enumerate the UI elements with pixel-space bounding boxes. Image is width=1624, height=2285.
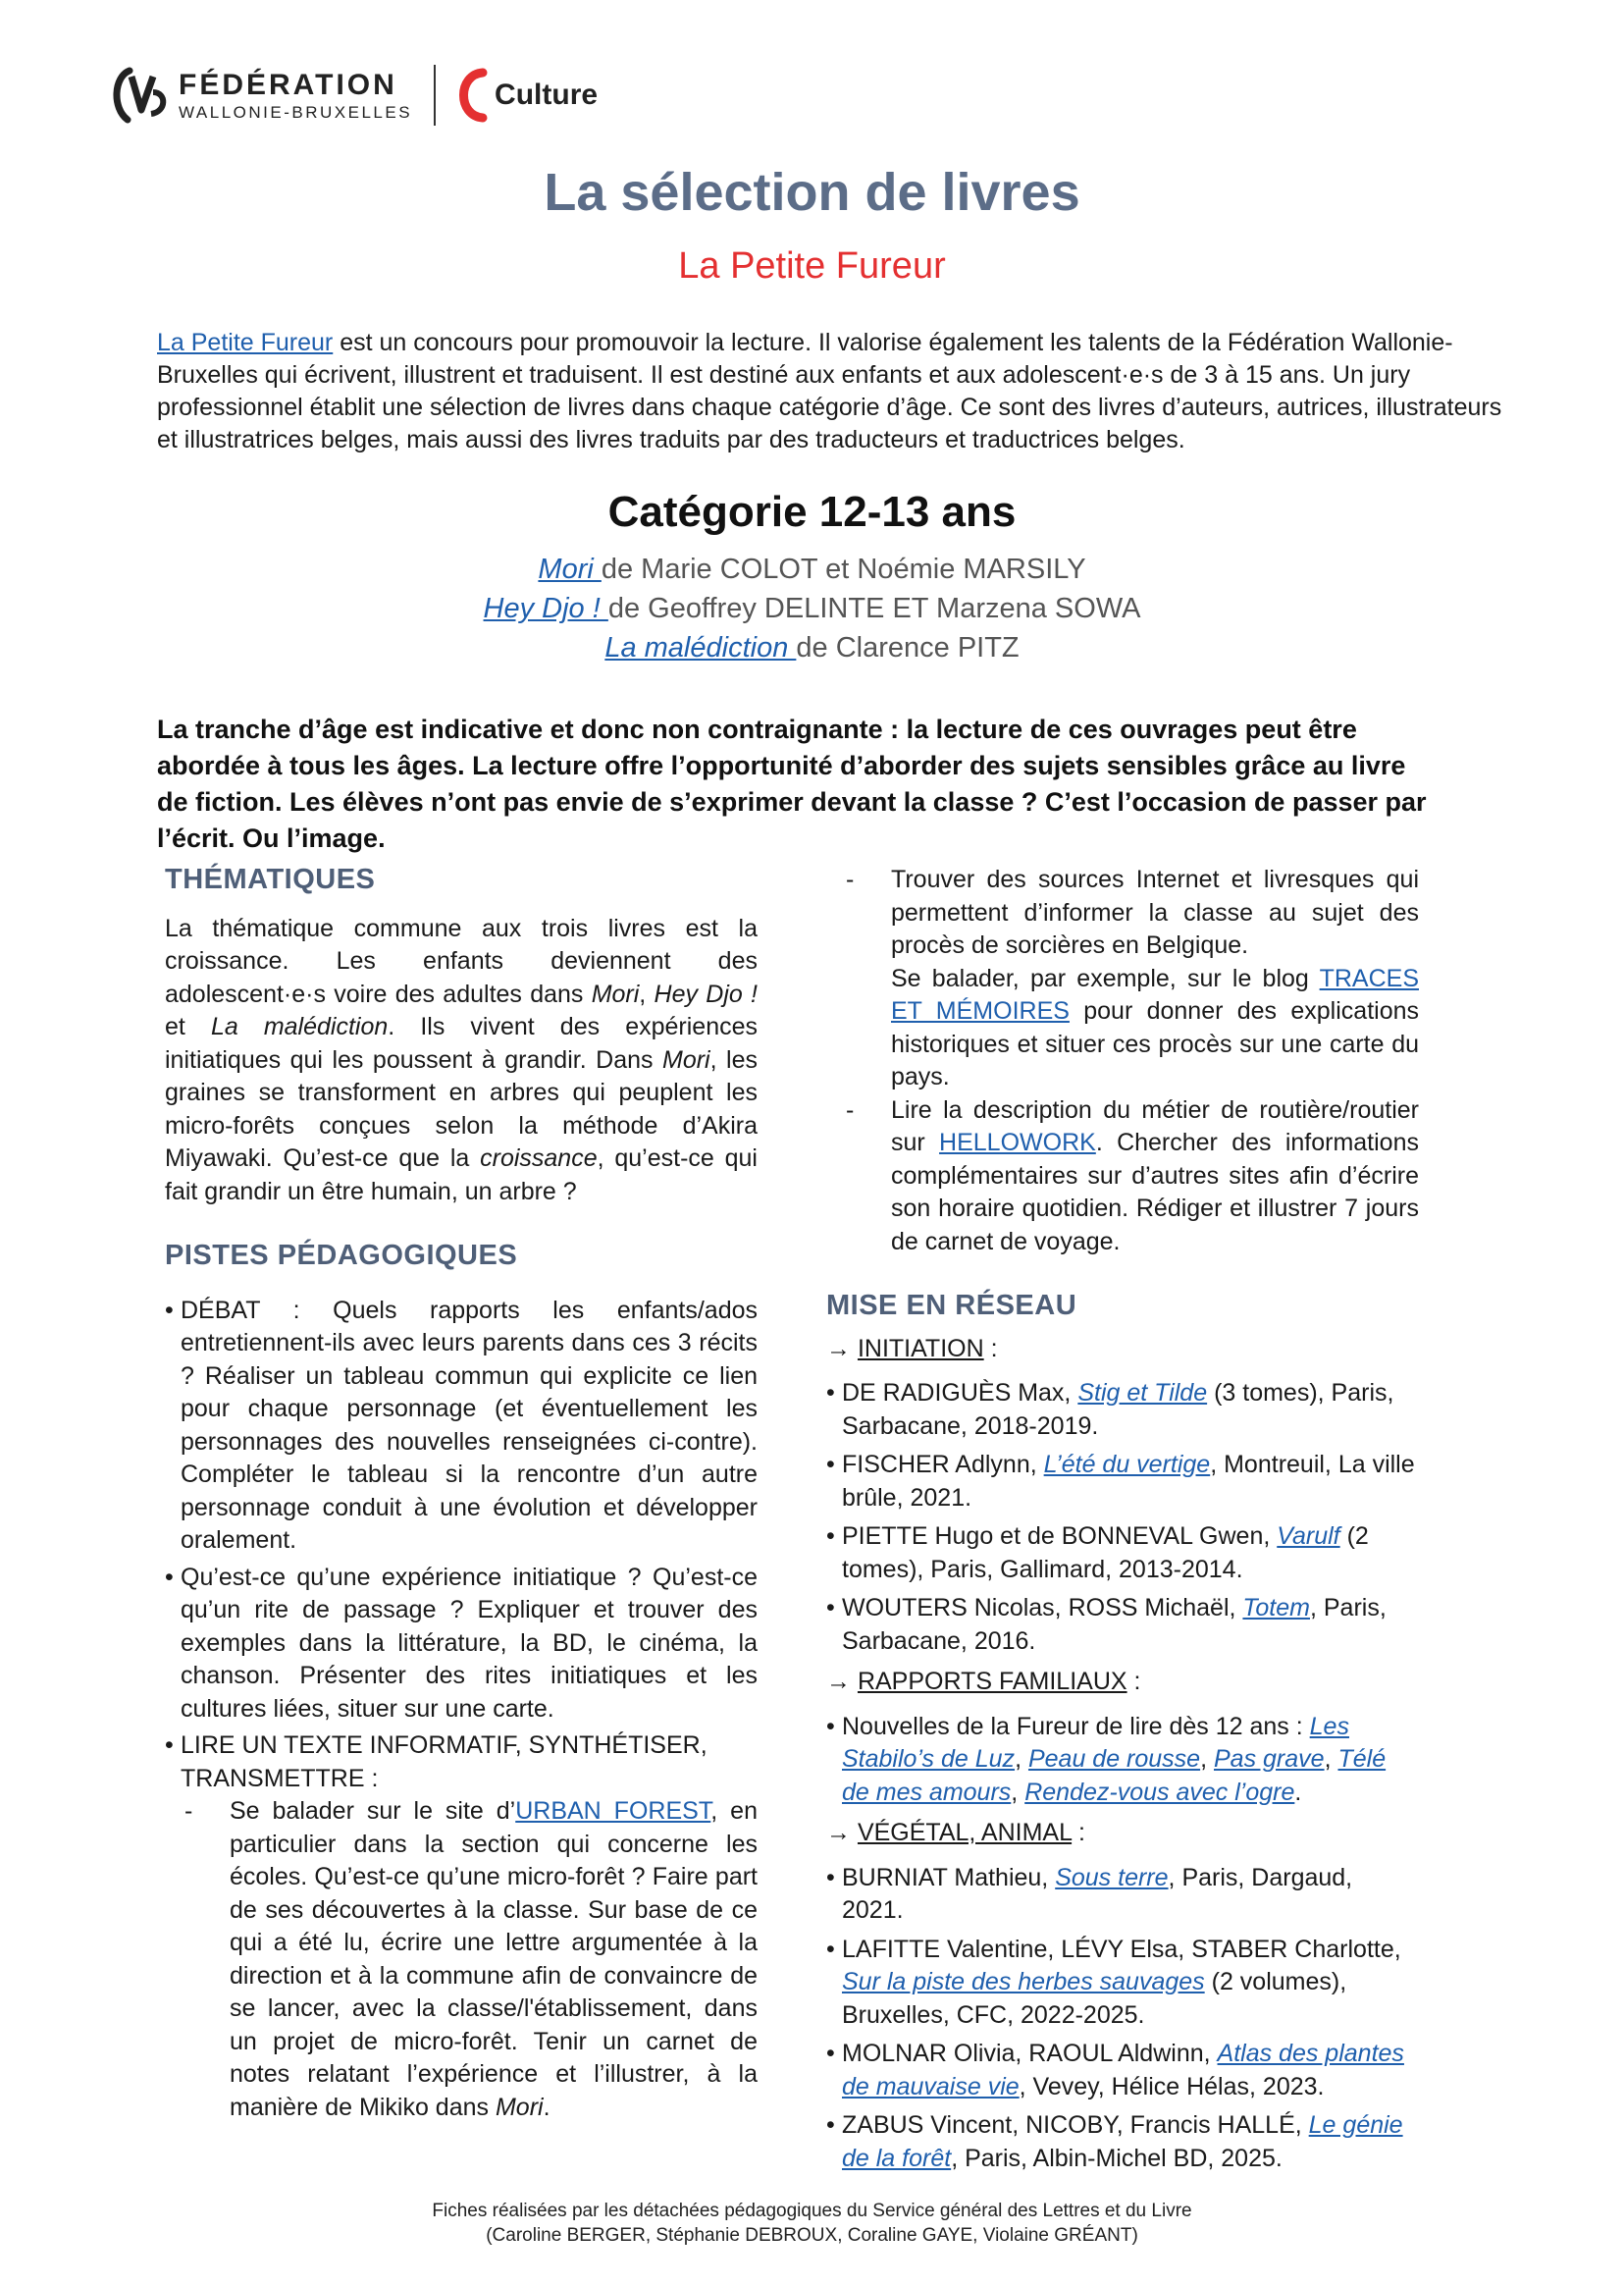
- bullet-icon: •: [826, 1935, 835, 1963]
- text-span: pour donner des explications historiques et situer ces procès sur une carte du pays.: [891, 997, 1419, 1090]
- reference-link[interactable]: Varulf: [1277, 1522, 1340, 1550]
- text-span: ZABUS Vincent, NICOBY, Francis HALLÉ,: [842, 2111, 1309, 2139]
- bullet-text: LIRE UN TEXTE INFORMATIF, SYNTHÉTISER, TRANSMETTRE :: [181, 1731, 707, 1792]
- reference-link[interactable]: Totem: [1242, 1594, 1310, 1621]
- pistes-bullet: [165, 1729, 758, 1795]
- text-span: DE RADIGUÈS Max,: [842, 1379, 1078, 1407]
- header-logo: [108, 61, 598, 130]
- page-title: La sélection de livres: [544, 163, 1080, 222]
- logo-divider: [434, 65, 436, 126]
- hellowork-link[interactable]: HELLOWORK: [939, 1129, 1096, 1156]
- reference-link[interactable]: Télé de mes amours: [842, 1745, 1387, 1806]
- book-title: Mori: [495, 2093, 544, 2121]
- text-span: FISCHER Adlynn,: [842, 1451, 1044, 1478]
- reference-item: [826, 1862, 1419, 1928]
- subheading-rapports: [826, 1666, 1419, 1699]
- bullet-icon: •: [826, 2111, 835, 2139]
- text-span: . Chercher des informations complémentaires sur d’autres sites afin d’écrire son horaire quotidien. Rédiger et illustrer 7 jours de carnet de voyage.: [891, 1129, 1419, 1255]
- age-notice: La tranche d’âge est indicative et donc non contraignante : la lecture de ces ouvrages peut être abordée à tous les âges. La lecture offre l’opportunité d’aborder des sujets sensibles grâce au livre de fiction. Les élèves n’ont pas envie de s’exprimer devant la classe ? C’est l’occasion de passer par l’écrit. Ou l’image.: [157, 715, 1427, 853]
- bullet-icon: •: [826, 1594, 835, 1621]
- reference-item: [826, 1377, 1419, 1443]
- book-authors: de Geoffrey DELINTE ET Marzena SOWA: [607, 593, 1141, 624]
- text-span: La thématique commune aux trois livres est la croissance. Les enfants deviennent des adolescent·e·s voire des adultes dans: [165, 914, 758, 1008]
- pistes-heading: PISTES PÉDAGOGIQUES: [165, 1240, 518, 1271]
- reference-link[interactable]: Stig et Tilde: [1077, 1379, 1208, 1407]
- text-span: WOUTERS Nicolas, ROSS Michaël,: [842, 1594, 1243, 1621]
- arrow-icon: →: [826, 1668, 851, 1695]
- reference-link[interactable]: L’été du vertige: [1043, 1451, 1211, 1478]
- reference-link[interactable]: Rendez-vous avec l’ogre: [1024, 1778, 1295, 1806]
- culture-logo-icon: [453, 65, 489, 126]
- bullet-text: Qu’est-ce qu’une expérience initiatique ? Qu’est-ce qu’un rite de passage ? Expliquer et trouver des exemples dans la littérature, la BD, le cinéma, la chanson. Présenter des rites initiatiques et les cultures liées, situer sur une carte.: [181, 1563, 758, 1723]
- text-span: BURNIAT Mathieu,: [842, 1863, 1056, 1891]
- text-span: et: [165, 1013, 211, 1040]
- footer: [0, 2199, 1624, 2248]
- bullet-icon: •: [826, 1712, 835, 1740]
- book-item: [0, 589, 1624, 628]
- text-span: Se balader sur le site d’: [230, 1797, 516, 1825]
- intro-text: est un concours pour promouvoir la lecture. Il valorise également les talents de la Fédération Wallonie-Bruxelles qui écrivent, illustrent et traduisent. Il est destiné aux enfants et aux adolescent·e·s de 3 à 15 ans. Un jury professionnel établit une sélection de livres dans chaque catégorie d’âge. Ce sont des livres d’auteurs, autrices, illustrateurs et illustratrices belges, mais aussi des livres traduits par des traducteurs et traductrices belges.: [157, 329, 1502, 453]
- reference-item: [826, 1520, 1419, 1586]
- book-link[interactable]: Mori: [538, 554, 602, 585]
- book-title: Hey Djo !: [654, 980, 758, 1008]
- book-title: La malédiction: [210, 1013, 389, 1040]
- thematiques-text: [165, 913, 758, 1209]
- text-span: ,: [1324, 1745, 1338, 1773]
- text-span: Se balader, par exemple, sur le blog: [891, 964, 1320, 992]
- reference-link[interactable]: Peau de rousse: [1027, 1745, 1201, 1773]
- left-column: [165, 864, 758, 2124]
- book-authors: de Marie COLOT et Noémie MARSILY: [601, 554, 1086, 585]
- org-name-line1: FÉDÉRATION: [179, 68, 397, 101]
- reference-link[interactable]: Pas grave: [1214, 1745, 1325, 1773]
- dash-icon: -: [846, 866, 855, 893]
- bullet-icon: •: [165, 1296, 174, 1324]
- arrow-icon: →: [826, 1819, 851, 1846]
- reference-item: [826, 2038, 1419, 2103]
- pistes-subitem: [826, 1094, 1419, 1259]
- fwb-wordmark: [179, 68, 413, 122]
- subheading-vegetal: [826, 1817, 1419, 1850]
- book-title: Mori: [662, 1045, 710, 1074]
- bullet-icon: •: [826, 1522, 835, 1550]
- reference-link[interactable]: Sous terre: [1055, 1863, 1169, 1891]
- fwb-logo-icon: [108, 65, 169, 126]
- book-authors: de Clarence PITZ: [796, 632, 1020, 664]
- traces-memoires-link[interactable]: TRACES ET MÉMOIRES: [891, 964, 1419, 1025]
- dash-icon: -: [846, 1095, 855, 1124]
- text-span: ,: [1200, 1745, 1214, 1773]
- bullet-icon: •: [165, 1563, 174, 1591]
- culture-label: Culture: [495, 79, 599, 111]
- bullet-text: DÉBAT : Quels rapports les enfants/ados entretiennent-ils avec leurs parents dans ces 3 récits ? Réaliser un tableau commun qui explicite ce lien pour chaque personnage (et éventuellement les personnages des nouvelles renseignées ci-contre). Compléter le tableau si la rencontre d’un autre personnage conduit à une évolution et développer oralement.: [181, 1296, 758, 1554]
- subheading-label: INITIATION: [857, 1334, 984, 1362]
- text-span: LAFITTE Valentine, LÉVY Elsa, STABER Charlotte,: [842, 1935, 1401, 1963]
- category-title: Catégorie 12-13 ans: [607, 488, 1017, 536]
- intro-paragraph: [157, 327, 1521, 456]
- reference-item: [826, 1711, 1419, 1810]
- reference-link[interactable]: Sur la piste des herbes sauvages: [842, 1968, 1205, 1995]
- bullet-icon: •: [826, 2040, 835, 2067]
- book-link[interactable]: La malédiction: [604, 632, 797, 664]
- bullet-icon: •: [826, 1379, 835, 1407]
- book-title: Mori: [591, 980, 640, 1008]
- text-span: .: [1294, 1778, 1302, 1806]
- reference-link[interactable]: Les Stabilo’s de Luz: [842, 1712, 1349, 1773]
- text-span: .: [543, 2093, 550, 2121]
- right-column: [826, 864, 1419, 2175]
- text-span: :: [1072, 1819, 1085, 1846]
- subheading-label: VÉGÉTAL, ANIMAL: [857, 1819, 1073, 1846]
- footer-line: (Caroline BERGER, Stéphanie DEBROUX, Coraline GAYE, Violaine GRÉANT): [486, 2225, 1138, 2246]
- pistes-bullet: [165, 1295, 758, 1558]
- subheading-label: RAPPORTS FAMILIAUX: [857, 1668, 1127, 1695]
- urban-forest-link[interactable]: URBAN FOREST: [515, 1797, 711, 1825]
- intro-link[interactable]: La Petite Fureur: [157, 329, 334, 356]
- subheading-initiation: [826, 1333, 1419, 1366]
- book-item: [0, 628, 1624, 667]
- reference-link[interactable]: Atlas des plantes de mauvaise vie: [842, 2040, 1404, 2100]
- pistes-subitem: [826, 864, 1419, 1094]
- reseau-heading: MISE EN RÉSEAU: [826, 1290, 1077, 1321]
- text-span: :: [1126, 1668, 1141, 1695]
- text-span: , Vevey, Hélice Hélas, 2023.: [1019, 2072, 1325, 2100]
- org-name-line2: WALLONIE-BRUXELLES: [179, 102, 413, 122]
- pistes-subitem: [165, 1795, 758, 2124]
- text-span: , Paris, Albin-Michel BD, 2025.: [951, 2144, 1283, 2172]
- bullet-icon: •: [826, 1863, 835, 1891]
- bullet-icon: •: [165, 1731, 174, 1759]
- dash-icon: -: [184, 1797, 193, 1825]
- reference-item: [826, 1934, 1419, 2033]
- book-item: [0, 550, 1624, 589]
- text-span: ,: [1015, 1745, 1028, 1773]
- text-span: ,: [639, 980, 655, 1008]
- text-span: , en particulier dans la section qui concerne les écoles. Qu’est-ce qu’une micro-forêt ? Faire part de ses découvertes à la classe. Sur base de ce qui a été lu, écrire une lettre argumentée à la direction et à la commune afin de convaincre de se lancer, avec la classe/l'établissement, dans un projet de micro-forêt. Tenir un carnet de notes relatant l’expérience et l’illustrer, à la manière de Mikiko dans: [230, 1797, 758, 2121]
- text-span: PIETTE Hugo et de BONNEVAL Gwen,: [842, 1522, 1278, 1550]
- reference-item: [826, 2109, 1419, 2175]
- text-span: Trouver des sources Internet et livresques qui permettent d’informer la classe au sujet des procès de sorcières en Belgique.: [891, 866, 1419, 959]
- footer-line: Fiches réalisées par les détachées pédagogiques du Service général des Lettres et du Livre: [432, 2201, 1192, 2221]
- text-span: MOLNAR Olivia, RAOUL Aldwinn,: [842, 2040, 1218, 2067]
- text-span: Nouvelles de la Fureur de lire dès 12 ans :: [842, 1712, 1310, 1740]
- text-span: (3 tomes), Paris, Sarbacane, 2018-2019.: [842, 1379, 1394, 1440]
- pistes-bullet: [165, 1562, 758, 1727]
- bullet-icon: •: [826, 1451, 835, 1478]
- text-span: . Ils vivent des expériences initiatiques qui les poussent à grandir. Dans: [165, 1013, 758, 1074]
- reference-link[interactable]: Le génie de la forêt: [842, 2111, 1403, 2172]
- text-span: :: [983, 1334, 998, 1362]
- arrow-icon: →: [826, 1334, 851, 1362]
- text-span: , Montreuil, La ville brûle, 2021.: [842, 1451, 1415, 1512]
- text-span: , les graines se transforment en arbres qui peuplent les micro-forêts conçues selon la méthode d’Akira Miyawaki. Qu’est-ce que la: [165, 1045, 759, 1172]
- book-link[interactable]: Hey Djo !: [483, 593, 608, 624]
- text-span: ,: [1011, 1778, 1025, 1806]
- text-span: , qu’est-ce qui fait grandir un être humain, un arbre ?: [165, 1144, 758, 1205]
- text-span: , Paris, Dargaud, 2021.: [842, 1863, 1353, 1924]
- reference-item: [826, 1449, 1419, 1514]
- text-span: , Paris, Sarbacane, 2016.: [842, 1594, 1387, 1655]
- emphasis: croissance: [480, 1144, 598, 1172]
- page-subtitle: La Petite Fureur: [678, 245, 946, 287]
- text-span: (2 volumes), Bruxelles, CFC, 2022-2025.: [842, 1968, 1347, 2029]
- text-span: (2 tomes), Paris, Gallimard, 2013-2014.: [842, 1522, 1369, 1583]
- reference-item: [826, 1592, 1419, 1658]
- thematiques-heading: THÉMATIQUES: [165, 864, 376, 895]
- book-list: [0, 550, 1624, 667]
- text-span: Lire la description du métier de routière/routier sur: [891, 1095, 1419, 1156]
